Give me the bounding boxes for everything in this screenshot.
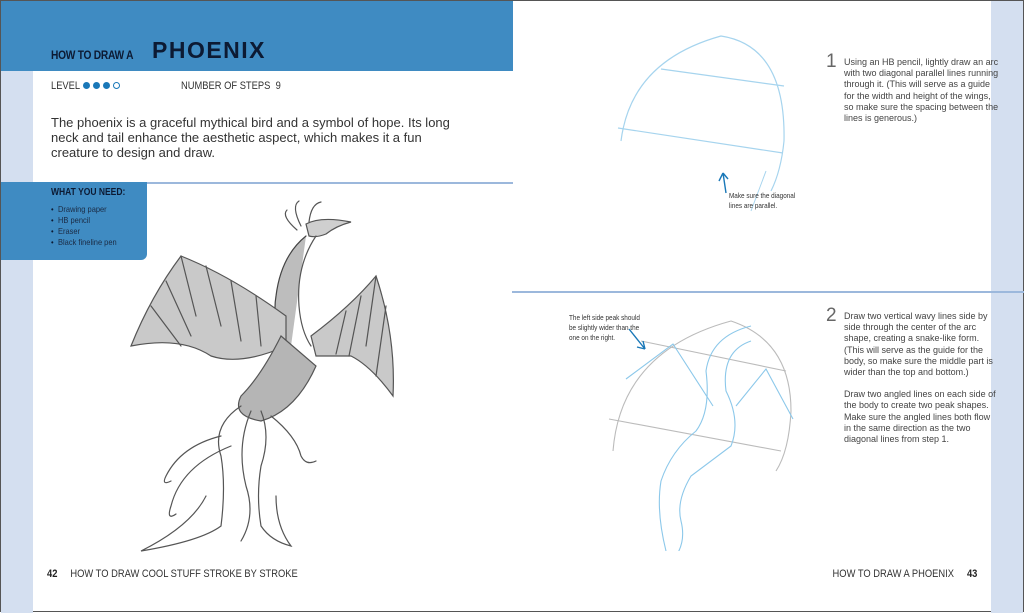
supply-item: • HB pencil bbox=[51, 215, 117, 226]
step-2-sketch bbox=[601, 311, 801, 551]
steps-label: NUMBER OF STEPS bbox=[181, 80, 271, 92]
title-prefix: HOW TO DRAW A bbox=[51, 48, 134, 62]
level-dot-filled-icon bbox=[103, 82, 110, 89]
left-page-edge bbox=[1, 1, 33, 613]
level-indicator bbox=[83, 82, 120, 89]
step-2-text bbox=[844, 311, 999, 456]
page-title: PHOENIX bbox=[152, 37, 267, 63]
footer-left bbox=[47, 568, 298, 580]
phoenix-illustration bbox=[121, 196, 401, 556]
divider-left bbox=[147, 182, 513, 184]
step-1-number: 1 bbox=[826, 51, 837, 72]
level-dot-empty-icon bbox=[113, 82, 120, 89]
step-1-text bbox=[844, 57, 999, 135]
book-title: HOW TO DRAW COOL STUFF STROKE BY STROKE bbox=[70, 568, 298, 580]
step-1-sketch bbox=[601, 11, 801, 221]
level-dot-filled-icon bbox=[93, 82, 100, 89]
step-2-number: 2 bbox=[826, 305, 837, 326]
footer-right bbox=[832, 568, 977, 580]
level-label: LEVEL bbox=[51, 80, 81, 92]
step-1-paragraph: Using an HB pencil, lightly draw an arc with two diagonal parallel lines running through it. (This will serve as a guide for the width and height of the wings, so make sure the spacing between the lines is generous.) bbox=[844, 57, 999, 124]
page-number-left: 42 bbox=[47, 568, 58, 580]
step-2-callout: The left side peak should be slightly wider than the one on the right. bbox=[569, 313, 640, 342]
page-number-right: 43 bbox=[966, 568, 977, 580]
supply-item: • Black fineline pen bbox=[51, 237, 117, 248]
intro-paragraph: The phoenix is a graceful mythical bird and a symbol of hope. Its long neck and tail enhance the aesthetic aspect, which makes it a fun creature to design and draw. bbox=[51, 115, 450, 160]
steps-value: 9 bbox=[275, 80, 281, 92]
what-you-need-heading: WHAT YOU NEED: bbox=[51, 187, 126, 198]
step-2-paragraph: Draw two angled lines on each side of the body to create two peak shapes. Make sure the angled lines both flow in the same direction as the two diagonal lines from step 1. bbox=[844, 389, 996, 445]
supply-item: • Drawing paper bbox=[51, 204, 117, 215]
supply-item: • Eraser bbox=[51, 226, 117, 237]
chapter-title: HOW TO DRAW A PHOENIX bbox=[832, 568, 954, 580]
title-banner bbox=[1, 1, 513, 71]
supplies-list bbox=[51, 204, 126, 248]
divider-right bbox=[512, 291, 1024, 293]
number-of-steps bbox=[181, 80, 281, 92]
step-1-callout: Make sure the diagonal lines are parallel. bbox=[729, 191, 796, 210]
step-2-paragraph: Draw two vertical wavy lines side by side through the center of the arc shape, creating a snake-like form. (This will serve as the guide for the body, so make sure the middle part is wider than the top and bottom.) bbox=[844, 311, 993, 378]
level-dot-filled-icon bbox=[83, 82, 90, 89]
